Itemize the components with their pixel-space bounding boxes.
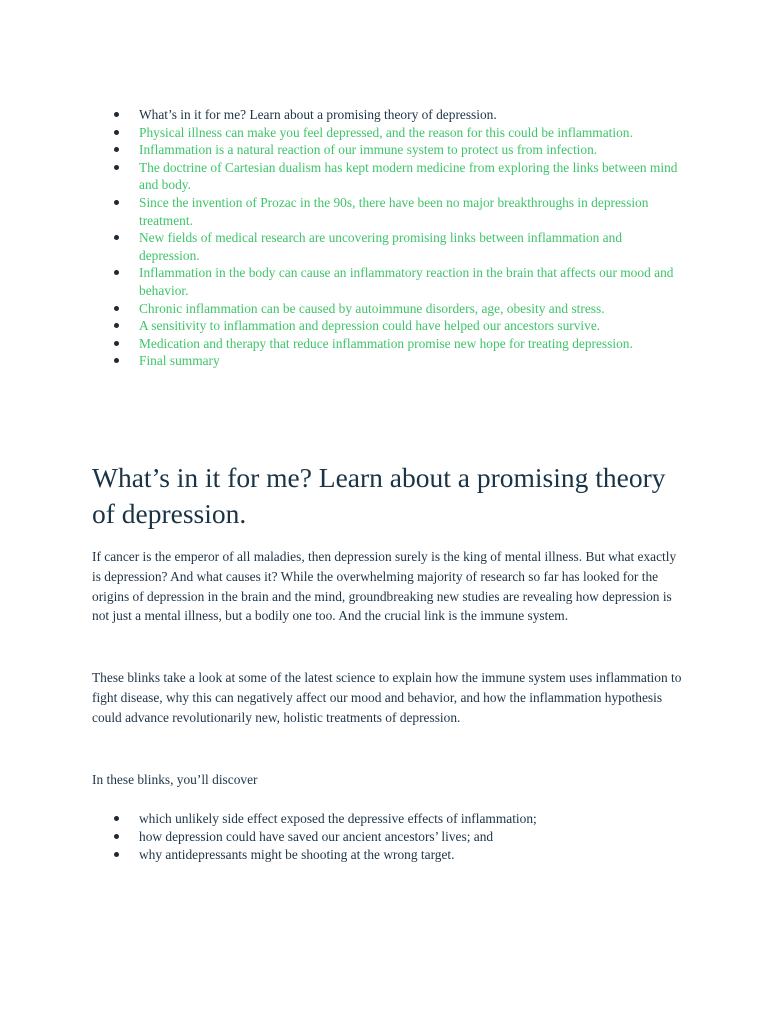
toc-item-prozac[interactable] bbox=[92, 194, 682, 229]
toc-item-intro[interactable] bbox=[92, 106, 682, 124]
toc-item-natural-reaction[interactable] bbox=[92, 141, 682, 159]
toc-item-physical-illness[interactable] bbox=[92, 124, 682, 142]
toc-link[interactable]: A sensitivity to inflammation and depression could have helped our ancestors survive. bbox=[139, 318, 601, 334]
list-item: which unlikely side effect exposed the depressive effects of inflammation; bbox=[92, 810, 682, 828]
toc-link[interactable]: New fields of medical research are uncovering promising links between inflammation and depression. bbox=[139, 230, 623, 263]
toc-item-cartesian-dualism[interactable] bbox=[92, 159, 682, 194]
table-of-contents bbox=[92, 106, 682, 370]
toc-link[interactable]: Chronic inflammation can be caused by autoimmune disorders, age, obesity and stress. bbox=[139, 300, 605, 316]
toc-item-ancestors[interactable] bbox=[92, 317, 682, 335]
toc-item-final-summary[interactable] bbox=[92, 352, 682, 370]
toc-link[interactable]: Inflammation in the body can cause an inflammatory reaction in the brain that affects our mood and behavior. bbox=[139, 265, 674, 298]
toc-link[interactable]: Physical illness can make you feel depressed, and the reason for this could be inflammation. bbox=[139, 124, 633, 140]
toc-link[interactable]: Since the invention of Prozac in the 90s, there have been no major breakthroughs in depression treatment. bbox=[139, 194, 649, 228]
list-item: why antidepressants might be shooting at the wrong target. bbox=[92, 846, 682, 864]
toc-link[interactable]: Medication and therapy that reduce inflammation promise new hope for treating depression. bbox=[139, 335, 633, 351]
toc-link[interactable]: What’s in it for me? Learn about a promising theory of depression. bbox=[139, 107, 497, 122]
section-heading: What’s in it for me? Learn about a promising theory of depression. bbox=[92, 462, 666, 529]
toc-link[interactable]: The doctrine of Cartesian dualism has kept modern medicine from exploring the links between mind and body. bbox=[139, 159, 678, 193]
toc-item-chronic-inflammation[interactable] bbox=[92, 300, 682, 318]
list-item: how depression could have saved our ancient ancestors’ lives; and bbox=[92, 828, 682, 846]
discover-list bbox=[92, 810, 682, 864]
discover-lead-in: In these blinks, you’ll discover bbox=[92, 772, 258, 787]
toc-link[interactable]: Final summary bbox=[139, 353, 220, 369]
intro-paragraph: If cancer is the emperor of all maladies, then depression surely is the king of mental illness. But what exactly is depression? And what causes it? While the overwhelming majority of research so far has looked for the origins of depression in the brain and the mind, groundbreaking new studies are revealing how depression is not just a mental illness, but a bodily one too. And the crucial link is the immune system. bbox=[92, 549, 677, 624]
overview-paragraph: These blinks take a look at some of the latest science to explain how the immune system uses inflammation to fight disease, why this can negatively affect our mood and behavior, and how the inflammation hypothesis could advance revolutionarily new, holistic treatments of depression. bbox=[92, 670, 682, 725]
toc-item-brain-reaction[interactable] bbox=[92, 264, 682, 299]
toc-item-medication[interactable] bbox=[92, 335, 682, 353]
toc-item-new-fields[interactable] bbox=[92, 229, 682, 264]
toc-link[interactable]: Inflammation is a natural reaction of our immune system to protect us from infection. bbox=[139, 142, 598, 158]
